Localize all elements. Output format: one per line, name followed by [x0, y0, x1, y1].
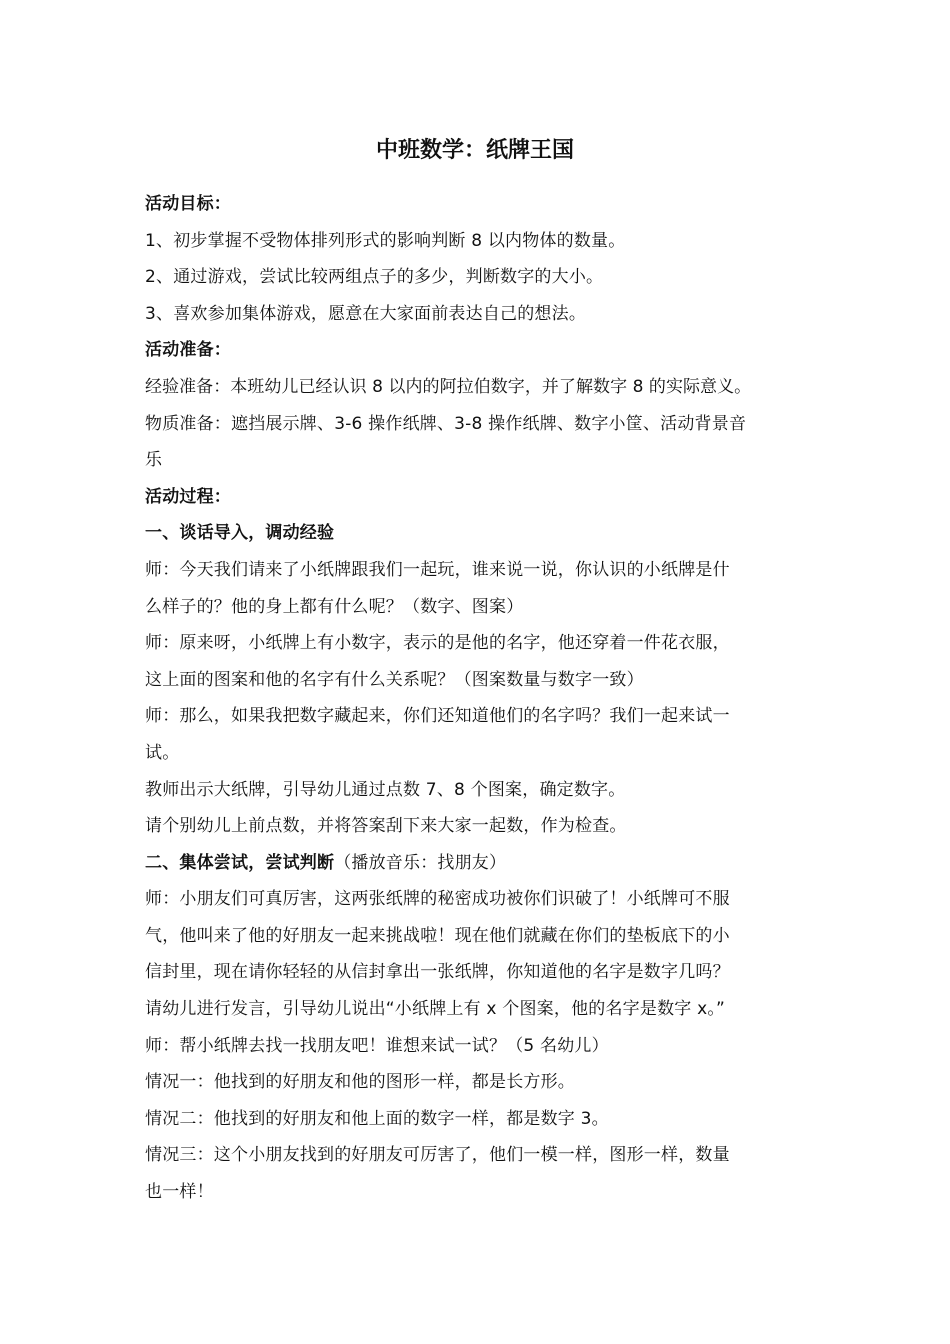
paragraph-line: 师：今天我们请来了小纸牌跟我们一起玩，谁来说一说，你认识的小纸牌是什: [145, 559, 730, 580]
section-heading: 活动过程：: [145, 486, 231, 507]
section-heading: 活动目标：: [145, 194, 231, 214]
paragraph-line: 气，他叫来了他的好朋友一起来挑战啦！现在他们就藏在你们的垫板底下的小: [145, 925, 730, 946]
paragraph-line: 也一样！: [145, 1182, 214, 1203]
paragraph-line: 情况一：他找到的好朋友和他的图形一样，都是长方形。: [145, 1072, 575, 1093]
paragraph-line: 1、初步掌握不受物体排列形式的影响判断 8 以内物体的数量。: [145, 230, 626, 251]
document-title: 中班数学：纸牌王国: [375, 138, 574, 163]
paragraph-line: 教师出示大纸牌，引导幼儿通过点数 7、8 个图案，确定数字。: [145, 779, 626, 800]
paragraph-line: 2、通过游戏，尝试比较两组点子的多少，判断数字的大小。: [145, 267, 604, 288]
paragraph-line: 情况三：这个小朋友找到的好朋友可厉害了，他们一模一样，图形一样，数量: [145, 1145, 730, 1166]
section-note: （播放音乐：找朋友）: [334, 852, 507, 873]
paragraph-line: 信封里，现在请你轻轻的从信封拿出一张纸牌，你知道他的名字是数字几吗？: [145, 962, 730, 983]
paragraph-line: 师：原来呀，小纸牌上有小数字，表示的是他的名字，他还穿着一件花衣服，: [145, 633, 730, 654]
paragraph-line: 经验准备：本班幼儿已经认识 8 以内的阿拉伯数字，并了解数字 8 的实际意义。: [145, 376, 752, 397]
section-heading: 二、集体尝试，尝试判断: [145, 852, 335, 873]
document-body: [145, 186, 810, 1211]
paragraph-line: 物质准备：遮挡展示牌、3-6 操作纸牌、3-8 操作纸牌、数字小筐、活动背景音: [145, 413, 747, 434]
paragraph-line: 乐: [145, 450, 163, 471]
paragraph-line: 请幼儿进行发言，引导幼儿说出“小纸牌上有 x 个图案，他的名字是数字 x。”: [145, 999, 726, 1020]
paragraph-line: 师：帮小纸牌去找一找朋友吧！谁想来试一试？（5 名幼儿）: [145, 1035, 609, 1056]
paragraph-line: 师：小朋友们可真厉害，这两张纸牌的秘密成功被你们识破了！小纸牌可不服: [145, 889, 730, 910]
section-heading: 一、谈话导入，调动经验: [145, 523, 335, 544]
section-heading: 活动准备：: [145, 340, 231, 361]
paragraph-line: 这上面的图案和他的名字有什么关系呢？（图案数量与数字一致）: [145, 669, 644, 690]
paragraph-line: 试。: [145, 742, 180, 763]
paragraph-line: 么样子的？他的身上都有什么呢？（数字、图案）: [145, 596, 524, 617]
paragraph-line: [145, 845, 810, 882]
paragraph-line: 请个别幼儿上前点数，并将答案刮下来大家一起数，作为检查。: [145, 816, 627, 837]
paragraph-line: 情况二：他找到的好朋友和他上面的数字一样，都是数字 3。: [145, 1108, 609, 1129]
paragraph-line: 师：那么，如果我把数字藏起来，你们还知道他们的名字吗？我们一起来试一: [145, 706, 730, 727]
paragraph-line: 3、喜欢参加集体游戏，愿意在大家面前表达自己的想法。: [145, 303, 587, 324]
